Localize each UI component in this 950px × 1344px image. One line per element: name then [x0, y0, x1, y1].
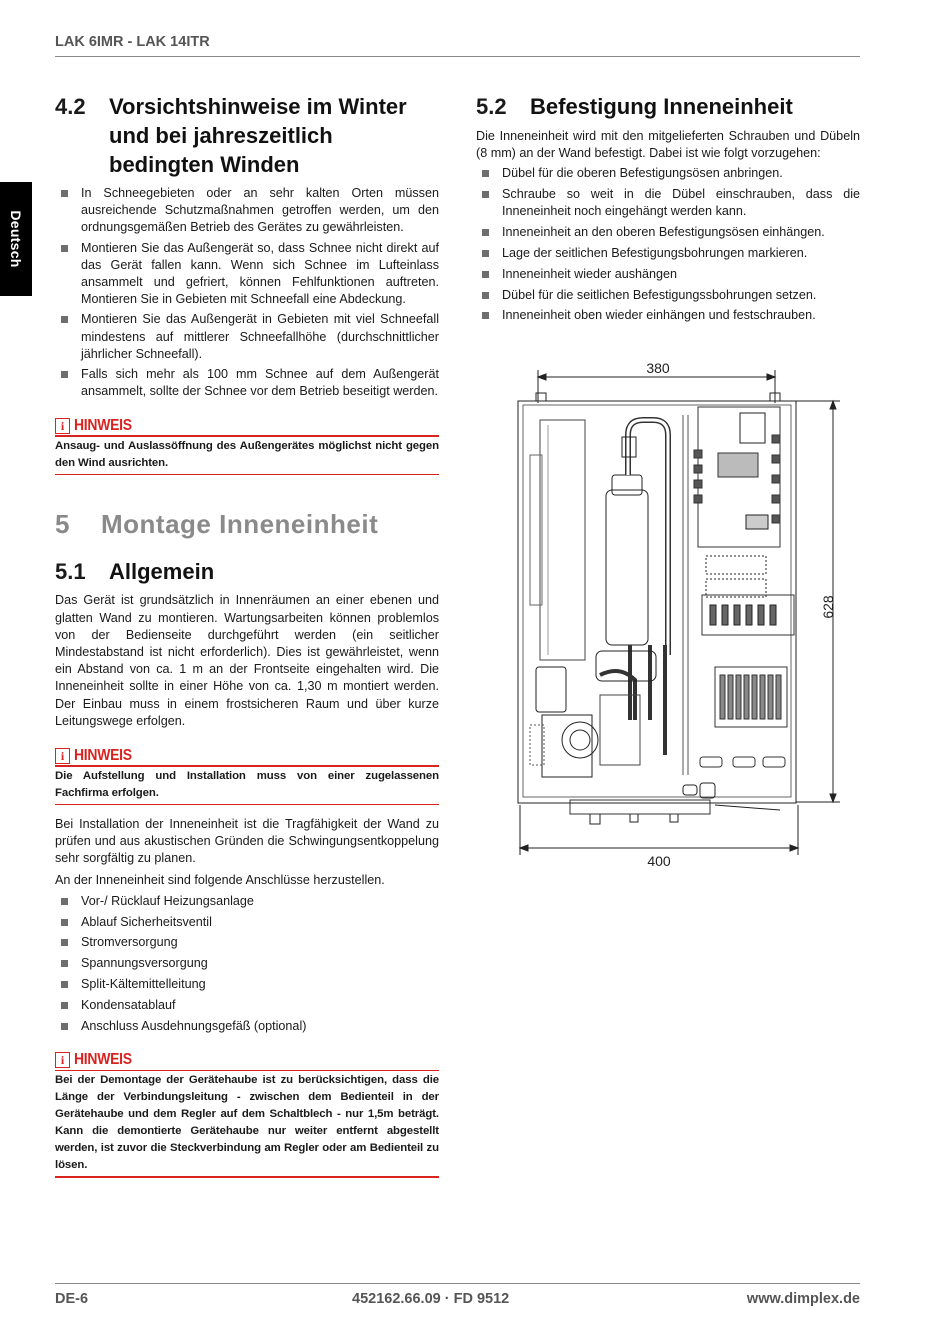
note-box-installer [55, 746, 439, 805]
chapter-5-heading [55, 509, 439, 540]
dimension-bottom-label: 400 [647, 853, 671, 869]
paragraph: An der Inneneinheit sind folgende Anschlüsse herzustellen. [55, 872, 385, 887]
website-link[interactable]: www.dimplex.de [746, 1291, 860, 1307]
section-title: Befestigung Inneneinheit [530, 94, 793, 119]
list-item: Ablauf Sicherheitsventil [55, 914, 439, 931]
note-label: HINWEIS [74, 1051, 132, 1069]
footer-rule [55, 1283, 860, 1284]
list-item: Spannungsversorgung [55, 955, 439, 972]
note-box-hood [55, 1051, 439, 1178]
header-rule [55, 56, 860, 57]
note-text: Bei der Demontage der Gerätehaube ist zu berücksichtigen, dass die Länge der Verbindungsleitung - zwischen dem Bedienteil in der Gerätehaube und dem Regler auf dem Schaltblech - nur 1,5m beträgt. Kann die demontierte Gerätehaube nur weiter entfernt abgestellt werden, ist zuvor die Steckverbindung am Regler oder am Bedienteil zu lösen. [55, 1074, 439, 1172]
language-tab [0, 182, 32, 296]
section-number: 5.1 [55, 559, 86, 585]
list-item: Dübel für die oberen Befestigungsösen anbringen. [476, 165, 860, 182]
note-box-wind [55, 416, 439, 475]
page-number: DE-6 [55, 1291, 89, 1307]
base-plate [570, 800, 710, 814]
note-label: HINWEIS [74, 746, 132, 764]
info-icon: i [55, 418, 70, 434]
connections-list [55, 893, 439, 1035]
section-5-2-heading [476, 92, 860, 121]
list-item: Kondensatablauf [55, 997, 439, 1014]
list-item: Inneneinheit wieder aushängen [476, 266, 860, 283]
list-item: In Schneegebieten oder an sehr kalten Orten müssen ausreichende Schutzmaßnahmen getroffen werden, um den ordnungsgemäßen Betrieb des Gerätes zu gewährleisten. [55, 185, 439, 237]
paragraph: Das Gerät ist grundsätzlich in Innenräumen an einer ebenen und glatten Wand zu montieren. Wartungsarbeiten können problemlos von der Bedienseite durchgeführt werden (ein seitlicher Mindestabstand ist nicht erforderlich). Dies ist gewährleistet, wenn ein Abstand von ca. 1 m an der Frontseite eingehalten wird. Die Inneneinheit sollte in einer Höhe von ca. 1,30 m montiert werden. Der Einbau muss in einem frostsicheren Raum und über kurze Leitungswege erfolgen. [55, 593, 439, 728]
note-text: Ansaug- und Auslassöffnung des Außengerätes möglichst nicht gegen den Wind ausrichten. [55, 439, 439, 469]
cylinder [606, 490, 648, 645]
note-text: Die Aufstellung und Installation muss von einer zugelassenen Fachfirma erfolgen. [55, 769, 439, 799]
note-header [55, 746, 439, 765]
paragraph: Die Inneneinheit wird mit den mitgelieferten Schrauben und Dübeln (8 mm) an der Wand befestigt. Dabei ist wie folgt vorzugehen: [476, 129, 860, 161]
list-item: Montieren Sie das Außengerät so, dass Schnee nicht direkt auf das Gerät fallen kann. Wenn sich Schnee im Lufteinlass ansammelt und gefriert, können Fehlfunktionen auftreten. Montieren Sie in Gebieten mit Schneefall eine Abdeckung. [55, 240, 439, 309]
paragraph: Bei Installation der Inneneinheit ist die Tragfähigkeit der Wand zu prüfen und aus akustischen Gründen die Schwingungsentkoppelung sehr sorgfältig zu planen. [55, 817, 439, 866]
left-column [55, 92, 439, 1178]
mounting-steps-list [476, 165, 860, 324]
section-number: 4.2 [55, 94, 86, 119]
dimension-top-label: 380 [646, 360, 670, 376]
language-tab-label: Deutsch [8, 210, 24, 268]
indoor-unit-drawing [500, 355, 860, 885]
section-number: 5.2 [476, 94, 507, 119]
note-bottom-rule [55, 474, 439, 476]
list-item: Lage der seitlichen Befestigungsbohrungen markieren. [476, 245, 860, 262]
note-bottom-rule [55, 804, 439, 806]
snow-precautions-list [55, 185, 439, 400]
circulation-pump [562, 722, 598, 758]
section-5-1-heading [55, 557, 439, 586]
section-4-2-heading [55, 92, 439, 179]
document-number: 452162.66.09 · FD 9512 [352, 1291, 510, 1307]
list-item: Inneneinheit an den oberen Befestigungsösen einhängen. [476, 224, 860, 241]
chapter-title: Montage Inneneinheit [101, 509, 379, 540]
list-item: Falls sich mehr als 100 mm Schnee auf dem Außengerät ansammelt, sollte der Schnee vor dem Betrieb beseitigt werden. [55, 366, 439, 400]
note-bottom-rule [55, 1176, 439, 1178]
info-icon: i [55, 748, 70, 764]
note-header [55, 416, 439, 435]
dimension-bottom [520, 805, 798, 855]
list-item: Stromversorgung [55, 934, 439, 951]
list-item: Dübel für die seitlichen Befestigungssbohrungen setzen. [476, 287, 860, 304]
list-item: Split-Kältemittelleitung [55, 976, 439, 993]
running-header: LAK 6IMR - LAK 14ITR [55, 34, 210, 50]
note-header [55, 1051, 439, 1070]
section-title: Allgemein [109, 559, 215, 585]
chapter-number: 5 [55, 509, 70, 540]
list-item: Schraube so weit in die Dübel einschrauben, dass die Inneneinheit noch eingehängt werden kann. [476, 186, 860, 220]
info-icon: i [55, 1052, 70, 1068]
list-item: Montieren Sie das Außengerät in Gebieten mit viel Schneefall mindestens auf mittlerer Schneefallhöhe (durchschnittlicher jährlicher Schneefall). [55, 311, 439, 363]
list-item: Inneneinheit oben wieder einhängen und festschrauben. [476, 307, 860, 324]
section-title: Vorsichtshinweise im Winter und bei jahreszeitlich bedingten Winden [109, 94, 407, 177]
note-label: HINWEIS [74, 416, 132, 434]
right-column [476, 92, 860, 325]
list-item: Vor-/ Rücklauf Heizungsanlage [55, 893, 439, 910]
dimension-right-label: 628 [820, 595, 836, 619]
list-item: Anschluss Ausdehnungsgefäß (optional) [55, 1018, 439, 1035]
